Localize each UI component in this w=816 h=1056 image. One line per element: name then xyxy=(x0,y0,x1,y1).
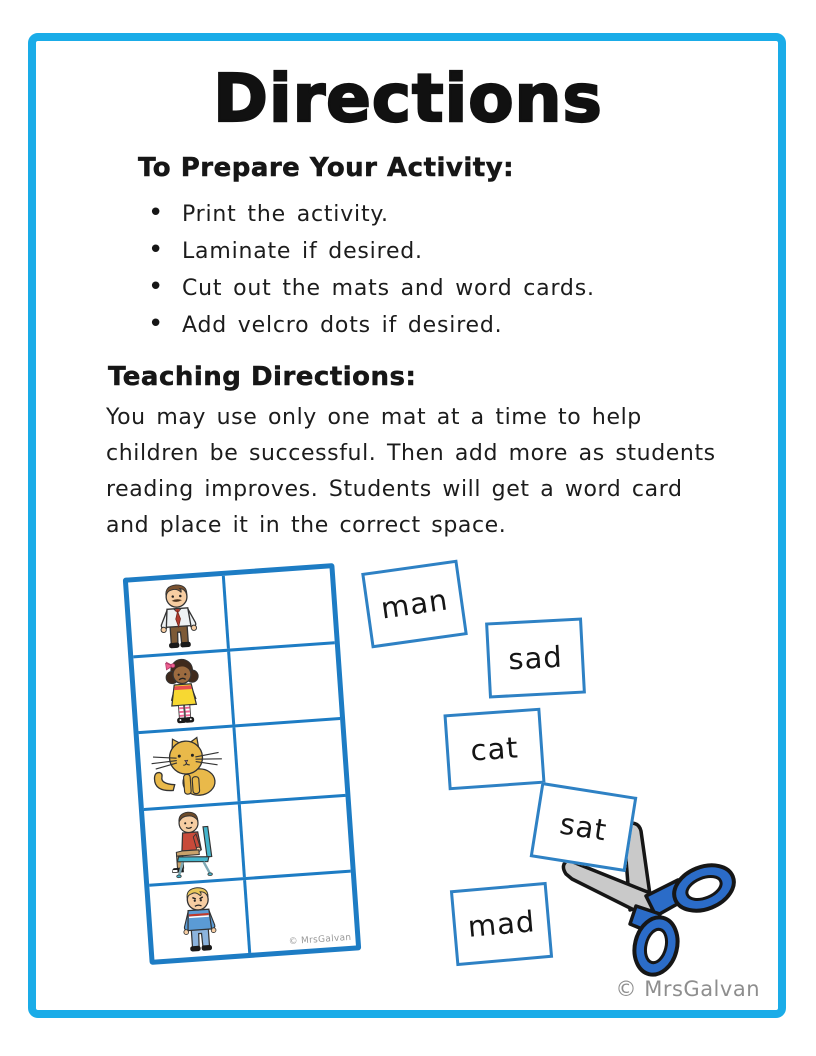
mat-row-mad xyxy=(149,869,356,959)
word-card-mad xyxy=(450,882,553,966)
bullet-item: • Cut out the mats and word cards. xyxy=(146,270,595,307)
bullet-item: • Laminate if desired. xyxy=(146,233,595,270)
mat-empty-cell xyxy=(230,644,340,724)
mat-row-sat xyxy=(144,793,351,883)
prepare-heading: To Prepare Your Activity: xyxy=(138,153,515,183)
mat-row-man xyxy=(128,568,335,655)
page-title: Directions xyxy=(213,60,603,137)
boy-sitting-on-chair-picture xyxy=(162,807,225,881)
teaching-paragraph xyxy=(106,400,716,544)
sorting-mat xyxy=(123,563,362,965)
word-card-label: man xyxy=(378,582,451,626)
man-picture xyxy=(147,579,208,653)
paragraph-line: reading improves. Students will get a word card xyxy=(106,477,683,502)
mat-picture-cell xyxy=(139,728,241,808)
mat-row-sad xyxy=(133,641,340,731)
mat-empty-cell xyxy=(225,568,335,648)
paragraph-line: children be successful. Then add more as students xyxy=(106,441,716,466)
paragraph-line: and place it in the correct space. xyxy=(106,513,507,538)
mat-picture-cell xyxy=(144,804,246,884)
cat-picture xyxy=(147,734,230,801)
prepare-bullet-list xyxy=(146,196,595,344)
mat-empty-cell xyxy=(235,720,345,800)
word-card-label: sat xyxy=(557,806,610,848)
word-card-label: sad xyxy=(507,639,564,677)
sad-girl-picture xyxy=(152,655,213,729)
word-card-cat xyxy=(443,708,545,791)
word-card-sad xyxy=(485,618,586,699)
mad-boy-picture xyxy=(168,883,229,957)
paragraph-line: You may use only one mat at a time to help xyxy=(106,405,642,430)
bullet-item: • Add velcro dots if desired. xyxy=(146,307,595,344)
mat-empty-cell xyxy=(246,872,356,952)
mat-picture-cell xyxy=(128,576,230,656)
mat-watermark: © MrsGalvan xyxy=(288,932,352,948)
teaching-heading: Teaching Directions: xyxy=(108,362,417,392)
word-card-man xyxy=(361,560,468,649)
word-card-label: cat xyxy=(469,730,520,768)
mat-picture-cell xyxy=(149,880,251,960)
word-card-label: mad xyxy=(466,904,537,944)
mat-empty-cell xyxy=(241,796,351,876)
word-card-sat xyxy=(530,782,638,872)
mat-row-cat xyxy=(138,717,345,807)
mat-picture-cell xyxy=(133,652,235,732)
bullet-item: • Print the activity. xyxy=(146,196,595,233)
footer-credit: © MrsGalvan xyxy=(615,977,760,1001)
